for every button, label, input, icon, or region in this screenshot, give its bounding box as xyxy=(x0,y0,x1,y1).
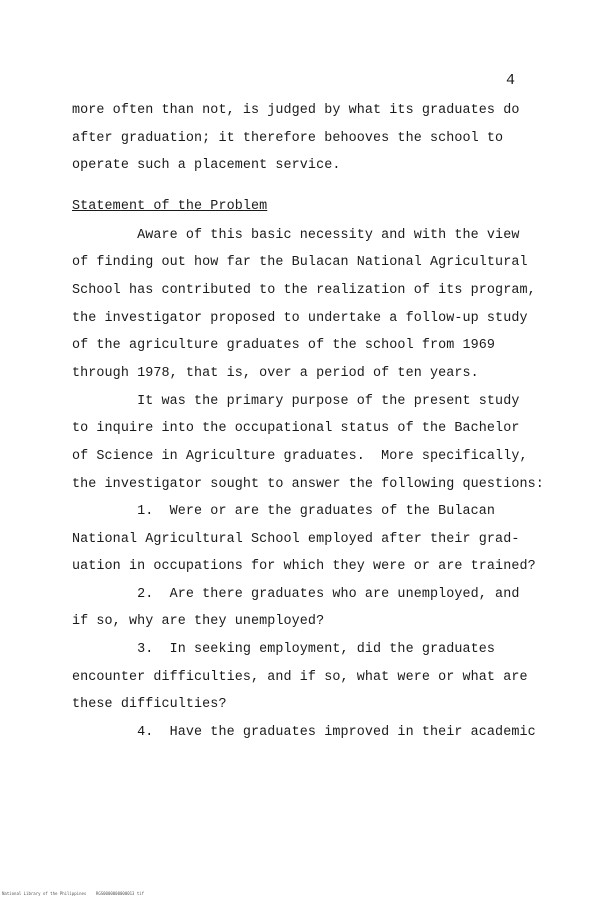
text-line: Aware of this basic necessity and with the view xyxy=(72,228,520,243)
question-item: 2. Are there graduates who are unemployed, and xyxy=(72,587,520,602)
text-line: more often than not, is judged by what its graduates do xyxy=(72,103,520,118)
text-line: of Science in Agriculture graduates. More specifically, xyxy=(72,449,528,464)
question-item: 3. In seeking employment, did the graduates xyxy=(72,642,496,657)
text-line: these difficulties? xyxy=(72,697,227,712)
page-number: 4 xyxy=(506,72,516,89)
text-line: to inquire into the occupational status of the Bachelor xyxy=(72,421,520,436)
text-line: of the agriculture graduates of the school from 1969 xyxy=(72,338,496,353)
text-line: after graduation; it therefore behooves the school to xyxy=(72,131,504,146)
question-item: 4. Have the graduates improved in their academic xyxy=(72,725,536,740)
text-line: if so, why are they unemployed? xyxy=(72,614,325,629)
text-line: uation in occupations for which they were or are trained? xyxy=(72,559,536,574)
text-line: the investigator sought to answer the following questions: xyxy=(72,477,544,492)
question-item: 1. Were or are the graduates of the Bulacan xyxy=(72,504,496,519)
text-line: of finding out how far the Bulacan National Agricultural xyxy=(72,255,528,270)
text-line: through 1978, that is, over a period of ten years. xyxy=(72,366,479,381)
text-line: operate such a placement service. xyxy=(72,158,341,173)
text-line: the investigator proposed to undertake a follow-up study xyxy=(72,311,528,326)
scan-footer: National Library of the Philippines RGS0000000000013 tif xyxy=(2,891,145,896)
text-line: encounter difficulties, and if so, what were or what are xyxy=(72,670,528,685)
text-line: National Agricultural School employed after their grad- xyxy=(72,532,520,547)
text-line: It was the primary purpose of the present study xyxy=(72,394,520,409)
text-line: School has contributed to the realization of its program, xyxy=(72,283,536,298)
section-heading: Statement of the Problem xyxy=(72,199,268,214)
